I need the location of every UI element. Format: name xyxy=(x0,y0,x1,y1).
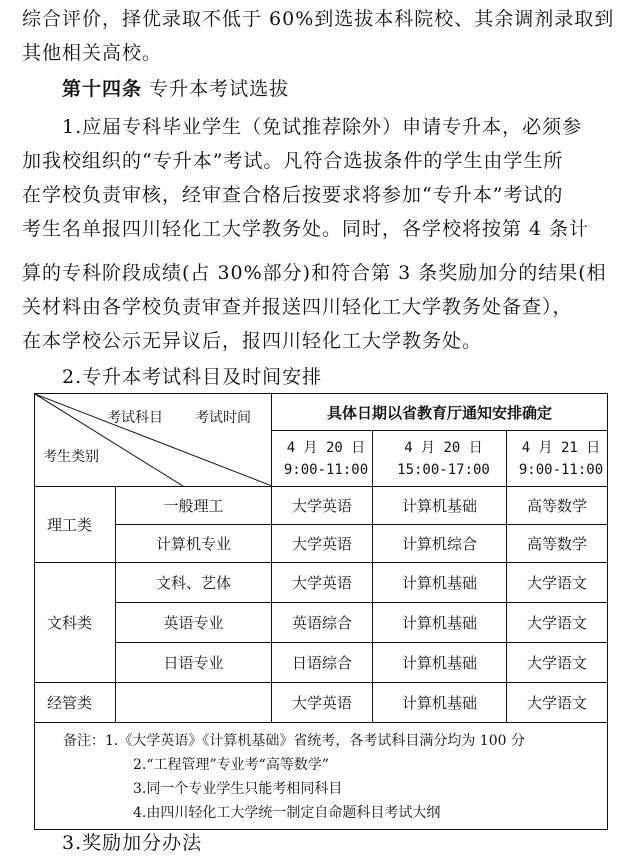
subject-cell: 大学语文 xyxy=(507,603,608,643)
date-span-header: 具体日期以省教育厅通知安排确定 xyxy=(272,394,608,431)
subject-cell: 大学英语 xyxy=(272,683,373,723)
section-heading: 2.专升本考试科目及时间安排 xyxy=(62,366,323,388)
text-line: 考生名单报四川轻化工大学教务处。同时，各学校将按第 4 条计 xyxy=(22,218,590,240)
article-heading xyxy=(62,74,289,101)
subject-cell: 英语综合 xyxy=(272,603,373,643)
date-cell: 4 月 20 日 15:00-17:00 xyxy=(373,431,507,487)
table-row xyxy=(35,563,608,603)
category-cell: 文科类 xyxy=(35,563,116,683)
text-line: 算的专科阶段成绩(占 30%部分)和符合第 3 条奖励加分的结果(相 xyxy=(22,262,607,284)
subject-cell: 大学语文 xyxy=(507,643,608,683)
category-cell: 经管类 xyxy=(35,683,116,723)
text-line: 加我校组织的“专升本”考试。凡符合选拔条件的学生由学生所 xyxy=(22,150,564,172)
text-line: 在本学校公示无异议后，报四川轻化工大学教务处。 xyxy=(22,330,483,352)
subject-cell: 计算机综合 xyxy=(373,525,507,563)
major-cell: 日语专业 xyxy=(116,643,272,683)
subject-cell: 大学英语 xyxy=(272,487,373,525)
date-cell: 4 月 20 日 9:00-11:00 xyxy=(272,431,373,487)
major-cell: 英语专业 xyxy=(116,603,272,643)
subject-cell: 大学语文 xyxy=(507,683,608,723)
subject-cell: 计算机基础 xyxy=(373,603,507,643)
major-cell xyxy=(116,683,272,723)
corner-category-label: 考生类别 xyxy=(43,449,99,465)
major-cell: 一般理工 xyxy=(116,487,272,525)
subject-cell: 计算机基础 xyxy=(373,487,507,525)
table-row xyxy=(35,487,608,525)
table-row xyxy=(35,643,608,683)
subject-cell: 高等数学 xyxy=(507,525,608,563)
subject-cell: 大学英语 xyxy=(272,525,373,563)
subject-cell: 大学英语 xyxy=(272,563,373,603)
text-line: 在学校负责审核，经审查合格后按要求将参加“专升本”考试的 xyxy=(22,184,564,206)
note-line: 2.“工程管理”专业考“高等数学” xyxy=(133,757,329,773)
subject-cell: 日语综合 xyxy=(272,643,373,683)
text-line: 综合评价，择优录取不低于 60%到选拔本科院校、其余调剂录取到 xyxy=(22,8,615,30)
article-number: 第十四条 xyxy=(62,78,143,100)
subject-cell: 计算机基础 xyxy=(373,643,507,683)
article-subtitle: 专升本考试选拔 xyxy=(149,78,290,100)
note-line: 3.同一个专业学生只能考相同科目 xyxy=(133,781,343,797)
subject-cell: 高等数学 xyxy=(507,487,608,525)
table-row xyxy=(35,525,608,563)
note-line: 4.由四川轻化工大学统一制定自命题科目考试大纲 xyxy=(133,805,441,821)
major-cell: 文科、艺体 xyxy=(116,563,272,603)
subject-cell: 计算机基础 xyxy=(373,683,507,723)
major-cell: 计算机专业 xyxy=(116,525,272,563)
text-line: 其他相关高校。 xyxy=(22,42,163,64)
corner-subject-label: 考试科目 xyxy=(107,410,163,426)
table-notes xyxy=(35,723,608,830)
subject-cell: 计算机基础 xyxy=(373,563,507,603)
corner-time-label: 考试时间 xyxy=(195,410,251,426)
text-line: 1.应届专科毕业学生（免试推荐除外）申请专升本，必须参 xyxy=(62,116,583,138)
note-line: 备注：1.《大学英语》《计算机基础》省统考，各考试科目满分均为 100 分 xyxy=(63,733,525,749)
section-heading: 3.奖励加分办法 xyxy=(62,832,203,854)
table-row xyxy=(35,683,608,723)
date-cell: 4 月 21 日 9:00-11:00 xyxy=(507,431,608,487)
table-corner-header xyxy=(35,394,272,487)
text-line: 关材料由各学校负责审查并报送四川轻化工大学教务处备查）， xyxy=(22,296,573,318)
subject-cell: 大学语文 xyxy=(507,563,608,603)
table-row xyxy=(35,603,608,643)
category-cell: 理工类 xyxy=(35,487,116,563)
exam-schedule-table xyxy=(34,393,608,830)
